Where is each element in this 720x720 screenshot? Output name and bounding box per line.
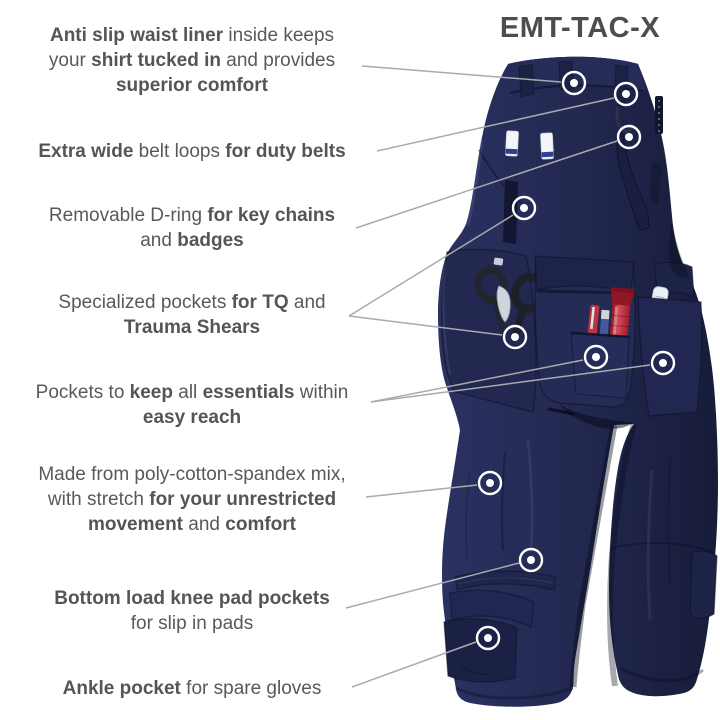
callout-essentials-pockets: Pockets to keep all essentials within easy reach [35, 382, 349, 428]
callout-fabric: Made from poly-cotton-spandex mix, with stretch for your unrestricted movement and comfort [38, 464, 346, 535]
pouch-flap [535, 256, 634, 292]
callout-belt-loops: Extra wide belt loops for duty belts [38, 141, 346, 162]
zipper [655, 96, 663, 134]
velcro-strip [503, 180, 518, 244]
callout-knee-pads: Bottom load knee pad pockets for slip in pads [54, 588, 330, 634]
pouch-front-pocket [571, 332, 629, 398]
callout-d-ring: Removable D-ring for key chains and badges [48, 205, 336, 251]
callout-specialized-pockets: Specialized pockets for TQ and Trauma Shears [58, 292, 326, 338]
callout-ankle-pocket: Ankle pocket for spare gloves [62, 678, 322, 699]
callout-waist-liner: Anti slip waist liner inside keeps your shirt tucked in and provides superior comfort [48, 25, 336, 96]
product-title: EMT-TAC-X [499, 12, 661, 44]
